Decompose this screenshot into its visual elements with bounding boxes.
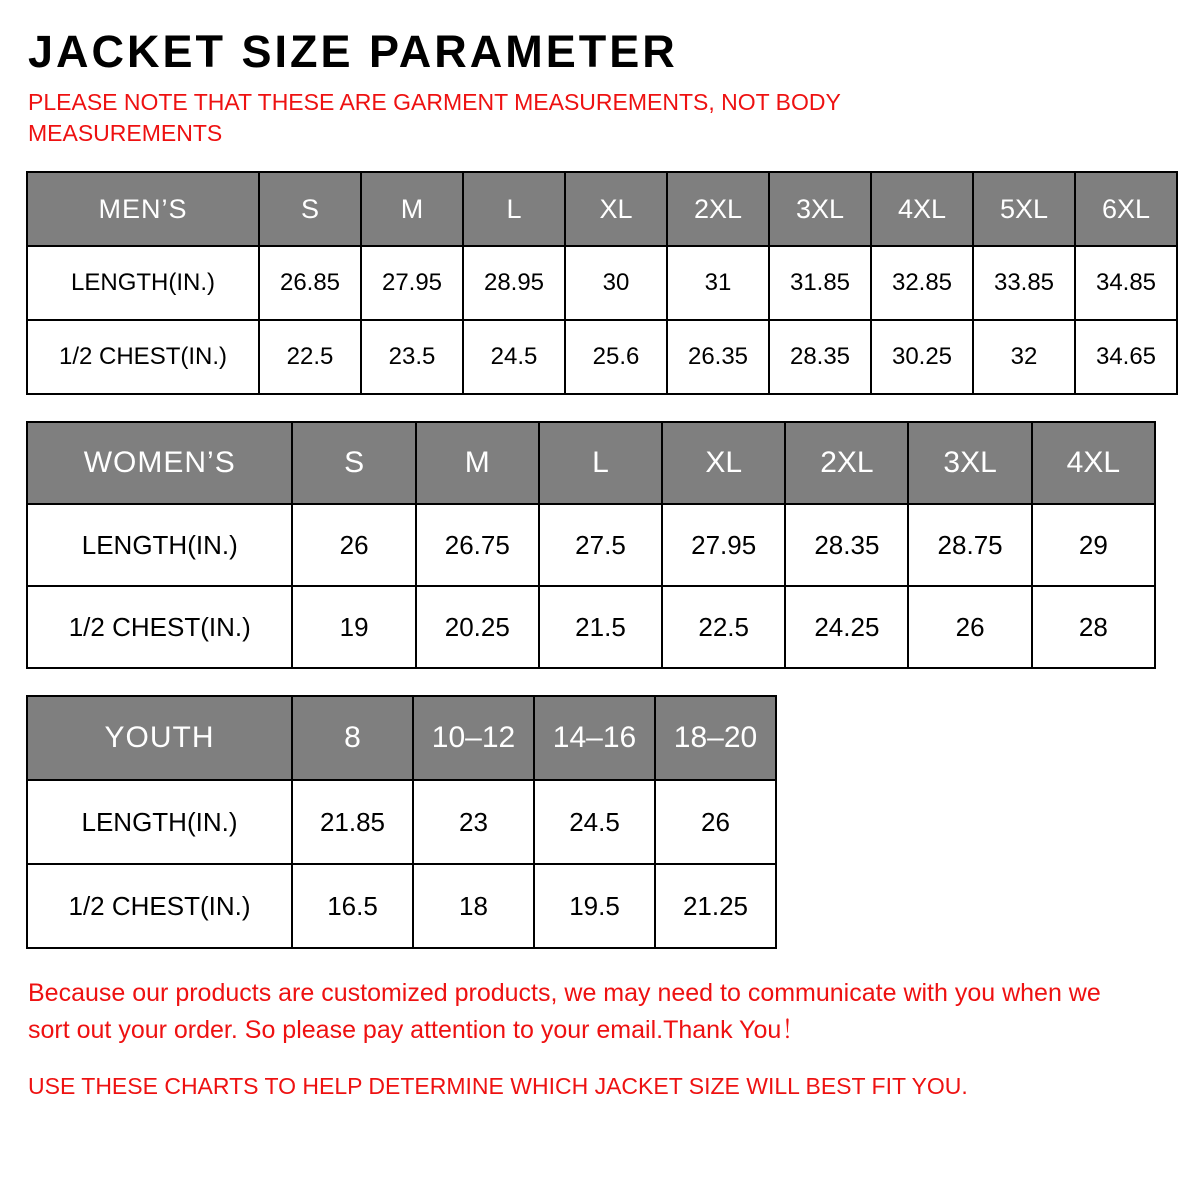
cell: 32 [973, 320, 1075, 394]
mens-header-label: MEN’S [27, 172, 259, 246]
page-title: JACKET SIZE PARAMETER [28, 26, 678, 77]
table-header-row [27, 172, 1177, 246]
measurement-note: PLEASE NOTE THAT THESE ARE GARMENT MEASUREMENTS, NOT BODY MEASUREMENTS [28, 89, 841, 147]
cell: 26.85 [259, 246, 361, 320]
mens-header-size: L [463, 172, 565, 246]
cell: 26 [908, 586, 1031, 668]
table-row [27, 320, 1177, 394]
cell: 21.85 [292, 780, 413, 864]
cell: 22.5 [259, 320, 361, 394]
table-row [27, 780, 776, 864]
cell: 27.5 [539, 504, 662, 586]
row-label: 1/2 CHEST(IN.) [27, 320, 259, 394]
mens-header-size: 6XL [1075, 172, 1177, 246]
cell: 22.5 [662, 586, 785, 668]
youth-header-size: 14–16 [534, 696, 655, 780]
cell: 19 [292, 586, 415, 668]
cell: 23 [413, 780, 534, 864]
youth-size-table [26, 695, 777, 949]
table-row [27, 586, 1155, 668]
womens-header-size: L [539, 422, 662, 504]
mens-header-size: 5XL [973, 172, 1075, 246]
cell: 30.25 [871, 320, 973, 394]
womens-header-size: 3XL [908, 422, 1031, 504]
womens-header-size: XL [662, 422, 785, 504]
cell: 21.5 [539, 586, 662, 668]
cell: 26 [655, 780, 776, 864]
mens-header-size: 3XL [769, 172, 871, 246]
cell: 16.5 [292, 864, 413, 948]
cell: 34.65 [1075, 320, 1177, 394]
cell: 18 [413, 864, 534, 948]
footer-notes [28, 975, 1148, 1103]
cell: 31 [667, 246, 769, 320]
cell: 28.35 [769, 320, 871, 394]
womens-header-size: 4XL [1032, 422, 1155, 504]
cell: 29 [1032, 504, 1155, 586]
mens-header-size: M [361, 172, 463, 246]
womens-size-table [26, 421, 1156, 669]
womens-header-size: 2XL [785, 422, 908, 504]
cell: 31.85 [769, 246, 871, 320]
cell: 28.35 [785, 504, 908, 586]
womens-header-size: S [292, 422, 415, 504]
womens-header-label: WOMEN’S [27, 422, 292, 504]
cell: 26 [292, 504, 415, 586]
cell: 19.5 [534, 864, 655, 948]
cell: 21.25 [655, 864, 776, 948]
table-header-row [27, 696, 776, 780]
cell: 28.95 [463, 246, 565, 320]
table-row [27, 504, 1155, 586]
cell: 24.5 [463, 320, 565, 394]
youth-header-label: YOUTH [27, 696, 292, 780]
row-label: 1/2 CHEST(IN.) [27, 864, 292, 948]
cell: 30 [565, 246, 667, 320]
mens-header-size: XL [565, 172, 667, 246]
mens-header-size: S [259, 172, 361, 246]
cell: 27.95 [662, 504, 785, 586]
youth-header-size: 10–12 [413, 696, 534, 780]
mens-header-size: 2XL [667, 172, 769, 246]
cell: 24.25 [785, 586, 908, 668]
footer-line-charts: USE THESE CHARTS TO HELP DETERMINE WHICH JACKET SIZE WILL BEST FIT YOU. [28, 1072, 968, 1099]
cell: 26.75 [416, 504, 539, 586]
table-row [27, 864, 776, 948]
row-label: LENGTH(IN.) [27, 246, 259, 320]
row-label: LENGTH(IN.) [27, 780, 292, 864]
cell: 23.5 [361, 320, 463, 394]
mens-header-size: 4XL [871, 172, 973, 246]
cell: 24.5 [534, 780, 655, 864]
table-row [27, 246, 1177, 320]
cell: 34.85 [1075, 246, 1177, 320]
table-header-row [27, 422, 1155, 504]
row-label: 1/2 CHEST(IN.) [27, 586, 292, 668]
cell: 26.35 [667, 320, 769, 394]
mens-size-table [26, 171, 1178, 395]
cell: 32.85 [871, 246, 973, 320]
cell: 33.85 [973, 246, 1075, 320]
cell: 20.25 [416, 586, 539, 668]
footer-line-customized: Because our products are customized products, we may need to communicate with you when we sort out your order. So please pay attention to your email.Thank You！ [28, 979, 1101, 1044]
youth-header-size: 8 [292, 696, 413, 780]
cell: 25.6 [565, 320, 667, 394]
womens-header-size: M [416, 422, 539, 504]
cell: 27.95 [361, 246, 463, 320]
cell: 28 [1032, 586, 1155, 668]
cell: 28.75 [908, 504, 1031, 586]
youth-header-size: 18–20 [655, 696, 776, 780]
row-label: LENGTH(IN.) [27, 504, 292, 586]
